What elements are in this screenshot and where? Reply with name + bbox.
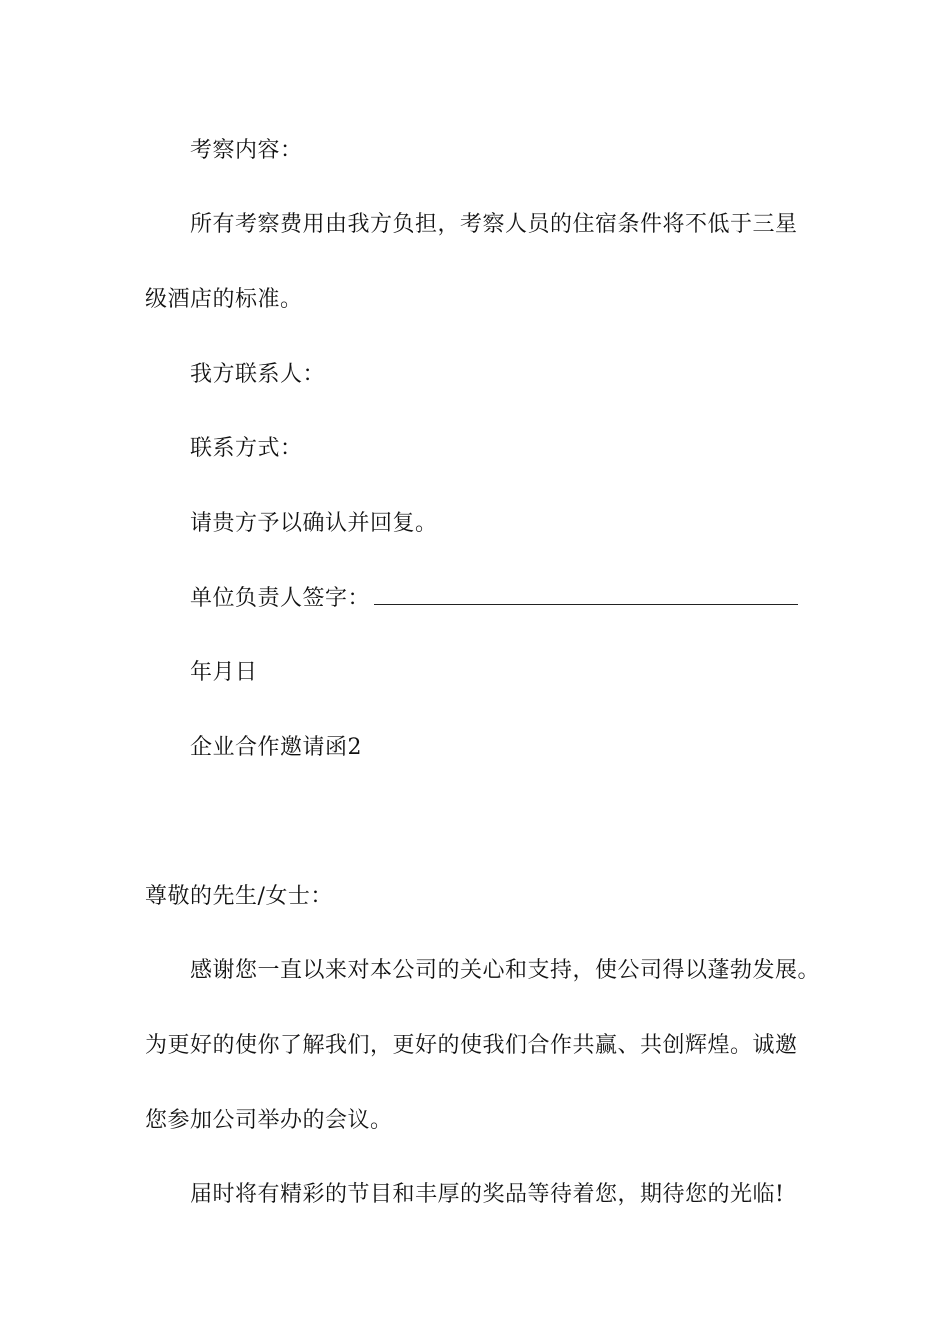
salutation: 尊敬的先生/女士： — [145, 884, 333, 909]
thanks-paragraph-line-2: 为更好的使你了解我们，更好的使我们合作共赢、共创辉煌。诚邀 — [145, 1033, 798, 1058]
letter-2-title: 企业合作邀请函2 — [190, 735, 362, 760]
confirm-reply-request: 请贵方予以确认并回复。 — [190, 511, 438, 536]
signature-underline — [374, 584, 798, 605]
contact-method-label: 联系方式： — [190, 436, 303, 461]
contact-person-label: 我方联系人： — [190, 362, 326, 387]
expense-paragraph-line-2: 级酒店的标准。 — [145, 287, 303, 312]
expense-paragraph-line-1: 所有考察费用由我方负担，考察人员的住宿条件将不低于三星 — [190, 212, 798, 237]
prize-paragraph: 届时将有精彩的节目和丰厚的奖品等待着您，期待您的光临! — [190, 1182, 785, 1207]
thanks-paragraph-line-1: 感谢您一直以来对本公司的关心和支持，使公司得以蓬勃发展。 — [190, 958, 821, 983]
thanks-paragraph-line-3: 您参加公司举办的会议。 — [145, 1108, 393, 1133]
signature-row — [190, 584, 798, 614]
inspection-content-label: 考察内容： — [190, 138, 303, 163]
signature-label: 单位负责人签字： — [190, 586, 371, 611]
date-label: 年月日 — [190, 660, 258, 685]
